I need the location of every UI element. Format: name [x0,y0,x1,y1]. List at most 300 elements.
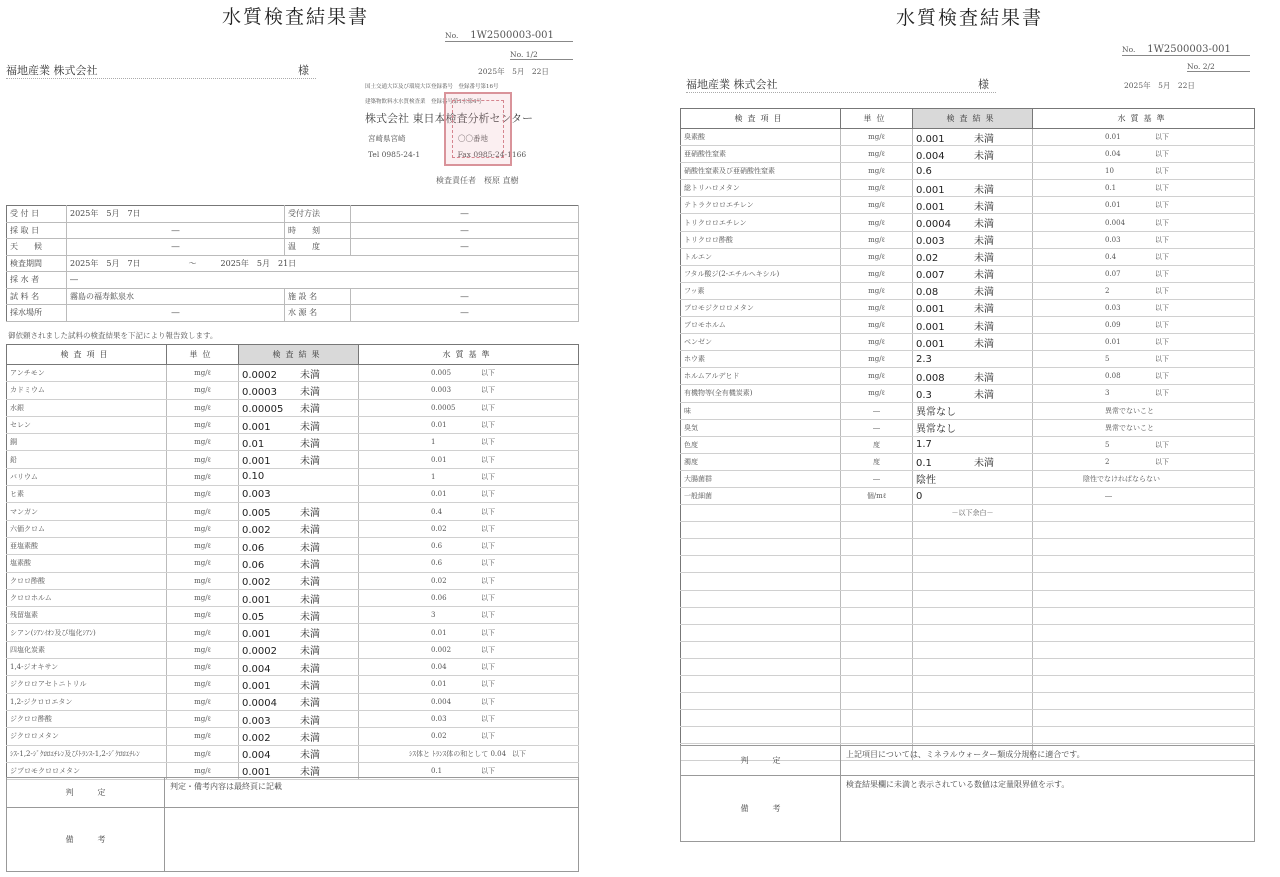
table-row [7,382,579,399]
standard-value: 0.07 [1105,269,1121,278]
result-value: 0.001 [916,321,945,333]
standard-compare: 以下 [481,490,495,499]
table-row [681,129,1255,146]
row-result [239,659,359,676]
row-result [913,487,1033,504]
table-row [7,451,579,468]
table-row [7,589,579,606]
info-row [7,305,579,322]
table-row [681,282,1255,299]
row-result [239,607,359,624]
result-value: 0.008 [916,372,945,384]
result-value: 0.002 [242,525,271,537]
row-unit: mg/ℓ [167,762,239,779]
row-result [913,214,1033,231]
page1-lab-tel: Tel 0985-24-1 Fax 0985-24-1166 [368,150,527,159]
standard-value: 2 [1105,286,1110,295]
info-label: 受付方法 [285,206,351,223]
info-value: ― [351,288,579,305]
standard-value: 0.03 [1105,235,1121,244]
result-flag: 未満 [300,577,320,589]
standard-value: 1 [431,472,436,481]
result-flag: 未満 [300,646,320,658]
row-unit: mg/ℓ [167,451,239,468]
standard-value: 0.01 [431,421,447,430]
row-standard [1033,470,1255,487]
row-standard [359,624,579,641]
result-flag: 未満 [974,184,994,196]
row-standard [359,607,579,624]
row-unit: mg/ℓ [841,299,913,316]
result-flag: 未満 [300,750,320,762]
table-row [681,248,1255,265]
result-flag: 未満 [300,404,320,416]
standard-compare: 以下 [481,524,495,533]
row-item: 亜塩素酸 [7,537,167,554]
row-result [913,146,1033,163]
standard-compare: 以下 [1155,372,1169,381]
row-item: マンガン [7,503,167,520]
row-unit: mg/ℓ [167,382,239,399]
info-value: ― [67,239,285,256]
row-unit: mg/ℓ [167,641,239,658]
row-result [239,486,359,503]
info-value: 2025年 5月 7日 [67,206,285,223]
row-unit: mg/ℓ [841,163,913,180]
info-label: 試 料 名 [7,288,67,305]
standard-compare: 以下 [481,542,495,551]
row-unit: mg/ℓ [841,368,913,385]
page1-lab-address: 宮崎県宮崎 〇〇番地 [368,134,488,143]
page2-report-no-label: No. [1122,45,1136,54]
result-flag: 未満 [300,698,320,710]
blank-row [681,573,1255,590]
table-row [7,710,579,727]
row-result [913,436,1033,453]
page1-client-name: 福地産業 株式会社 [6,64,98,77]
row-result [913,368,1033,385]
row-standard [1033,197,1255,214]
row-unit: ― [841,419,913,436]
row-result [239,365,359,382]
table-row [7,728,579,745]
info-value: 霧島の福寿鉱泉水 [67,288,285,305]
result-value: 0.001 [916,304,945,316]
page2-header-std: 水質基準 [1033,109,1255,129]
standard-compare: 以下 [481,611,495,620]
standard-compare: 以下 [1155,440,1169,449]
page1-page-no: No. 1/2 [510,50,573,60]
standard-value: 3 [431,611,436,620]
result-value: 0.0002 [242,369,277,381]
row-standard [1033,129,1255,146]
row-item: 総トリハロメタン [681,180,841,197]
page2-title: 水質検査結果書 [896,7,1044,29]
info-label: 受 付 日 [7,206,67,223]
info-value: ― [351,239,579,256]
row-standard [1033,163,1255,180]
blank-row [681,710,1255,727]
page1-inspector: 検査責任者 桜原 直樹 [436,176,519,185]
row-standard [1033,214,1255,231]
row-standard [1033,487,1255,504]
standard-value: 異常でないこと [1105,406,1154,415]
row-result [239,434,359,451]
result-value: 0.10 [242,471,265,483]
row-result [239,728,359,745]
blank-row [681,539,1255,556]
row-standard [359,641,579,658]
standard-value: 10 [1105,167,1114,176]
row-result [239,416,359,433]
row-unit: 度 [841,436,913,453]
result-value: 0.001 [916,338,945,350]
standard-compare: 以下 [481,628,495,637]
row-result [913,265,1033,282]
standard-compare: 以下 [481,369,495,378]
row-item: 臭気 [681,419,841,436]
result-flag: 未満 [300,559,320,571]
row-standard [1033,265,1255,282]
row-unit: mg/ℓ [841,231,913,248]
row-result [239,693,359,710]
result-flag: 未満 [300,369,320,381]
result-value: 0.001 [242,594,271,606]
end-mark: －以下余白－ [913,505,1033,522]
row-standard [1033,368,1255,385]
row-unit: mg/ℓ [167,572,239,589]
standard-value: 2 [1105,457,1110,466]
table-row [681,180,1255,197]
info-label: 水 源 名 [285,305,351,322]
page2-header-result: 検査結果 [913,109,1033,129]
row-standard [359,434,579,451]
standard-value: 0.1 [1105,184,1117,193]
row-result [913,334,1033,351]
standard-compare: 以下 [481,645,495,654]
result-flag: 未満 [974,321,994,333]
result-flag: 未満 [300,715,320,727]
row-item: シアン(ｼｱﾝｲｵﾝ及び塩化ｼｱﾝ) [7,624,167,641]
row-result [913,453,1033,470]
standard-value: 0.01 [431,680,447,689]
row-standard [1033,248,1255,265]
result-flag: 未満 [974,304,994,316]
row-item: 1,4-ジオキサン [7,659,167,676]
row-standard [1033,317,1255,334]
row-result [913,197,1033,214]
result-flag: 未満 [974,338,994,350]
table-row [7,572,579,589]
row-standard [359,486,579,503]
result-flag: 未満 [974,372,994,384]
result-flag: 未満 [300,421,320,433]
page1-header-unit: 単位 [167,345,239,365]
row-unit: ― [841,402,913,419]
standard-value: 0.03 [431,715,447,724]
standard-compare: 以下 [1155,389,1169,398]
report-page-2 [662,0,1280,877]
info-row [7,288,579,305]
row-item: ジクロロ酢酸 [7,710,167,727]
result-value: 0.001 [916,184,945,196]
page2-remarks-text: 検査結果欄に未満と表示されている数値は定量限界値を示す。 [841,776,1255,842]
row-unit: mg/ℓ [841,197,913,214]
row-standard [1033,402,1255,419]
standard-compare: 以下 [481,559,495,568]
row-standard [359,693,579,710]
row-result [239,468,359,485]
result-value: 0.00005 [242,404,284,416]
result-value: 0.003 [916,236,945,248]
page1-lab-name: 株式会社 東日本検査分析センター [365,112,534,125]
row-standard [359,589,579,606]
result-flag: 未満 [300,611,320,623]
page2-report-no-value: 1W2500003-001 [1147,44,1231,55]
result-value: 0.001 [242,421,271,433]
row-item: 一般細菌 [681,487,841,504]
row-item: 色度 [681,436,841,453]
row-unit: mg/ℓ [167,624,239,641]
standard-value: 0.005 [431,369,452,378]
standard-compare: 以下 [1155,133,1169,142]
row-item: 六価クロム [7,520,167,537]
standard-compare: 以下 [1155,201,1169,210]
row-result [239,520,359,537]
row-standard [1033,334,1255,351]
table-row [681,265,1255,282]
table-row [681,351,1255,368]
row-unit: mg/ℓ [841,129,913,146]
result-value: 0.06 [242,559,265,571]
row-standard [1033,299,1255,316]
standard-compare: 以下 [481,421,495,430]
standard-compare: 以下 [481,697,495,706]
page2-issue-date: 2025年 5月 22日 [1124,81,1195,90]
result-flag: 未満 [300,542,320,554]
standard-compare: 以下 [481,663,495,672]
table-row [7,641,579,658]
page1-results-table [6,344,579,780]
page2-remarks-label: 備 考 [681,776,841,842]
standard-compare: 以下 [1155,338,1169,347]
standard-compare: 以下 [481,472,495,481]
result-flag: 未満 [974,150,994,162]
info-label: 施 設 名 [285,288,351,305]
standard-value: 0.002 [431,645,452,654]
row-result [913,248,1033,265]
standard-value: 0.02 [431,732,447,741]
blank-row [681,693,1255,710]
row-unit: mg/ℓ [167,555,239,572]
standard-value: 0.01 [431,628,447,637]
row-item: 残留塩素 [7,607,167,624]
info-label: 検査期間 [7,255,67,272]
result-value: 0.001 [242,767,271,779]
blank-row [681,522,1255,539]
page1-client [6,62,316,79]
result-flag: 未満 [974,133,994,145]
page1-intro: 御依頼されました試料の検査結果を下記により報告致します。 [8,331,218,340]
row-result [239,641,359,658]
table-row [7,399,579,416]
row-result [913,180,1033,197]
end-mark-row [681,505,1255,522]
page2-results-table [680,108,1255,761]
page2-header-item: 検査項目 [681,109,841,129]
standard-compare: 以下 [1155,218,1169,227]
page1-info-table [6,205,579,322]
result-value: 0.06 [242,542,265,554]
row-result [239,503,359,520]
row-unit: mg/ℓ [841,334,913,351]
standard-compare: 以下 [1155,269,1169,278]
row-item: 味 [681,402,841,419]
standard-compare: 以下 [481,507,495,516]
standard-compare: 以下 [481,455,495,464]
row-result [913,385,1033,402]
row-result [239,624,359,641]
result-value: 0.001 [242,456,271,468]
standard-value: 0.01 [431,490,447,499]
row-unit: mg/ℓ [167,589,239,606]
table-row [7,693,579,710]
row-item: カドミウム [7,382,167,399]
page1-header-item: 検査項目 [7,345,167,365]
page2-page-no: No. 2/2 [1187,62,1250,72]
row-result [239,745,359,762]
table-row [7,520,579,537]
result-flag: 未満 [300,508,320,520]
blank-row [681,727,1255,744]
standard-value: 0.06 [431,594,447,602]
page1-report-no-value: 1W2500003-001 [470,30,554,41]
standard-compare: 以下 [481,680,495,689]
info-value: ― [351,305,579,322]
blank-row [681,590,1255,607]
row-standard [1033,231,1255,248]
row-result [239,676,359,693]
info-row [7,222,579,239]
result-value: 0.004 [242,750,271,762]
result-value: 1.7 [916,439,932,451]
row-unit: mg/ℓ [167,434,239,451]
standard-compare: 以下 [1155,321,1169,330]
table-row [7,503,579,520]
row-item: テトラクロロエチレン [681,197,841,214]
standard-compare: 以下 [481,403,495,412]
table-row [681,334,1255,351]
result-flag: 未満 [300,629,320,641]
row-unit: mg/ℓ [167,607,239,624]
row-result [913,129,1033,146]
result-flag: 未満 [974,253,994,265]
row-item: ジクロロメタン [7,728,167,745]
row-unit: mg/ℓ [841,248,913,265]
row-unit: mg/ℓ [167,710,239,727]
info-row [7,239,579,256]
page2-honorific: 様 [978,78,989,91]
row-result [913,282,1033,299]
table-row [681,487,1255,504]
standard-value: 0.6 [431,542,443,551]
result-value: 0.01 [242,438,265,450]
result-flag: 未満 [974,287,994,299]
table-row [681,368,1255,385]
row-unit: mg/ℓ [841,317,913,334]
row-standard [359,520,579,537]
table-row [681,453,1255,470]
result-value: 0.002 [242,732,271,744]
row-standard [1033,453,1255,470]
result-value: 0.005 [242,508,271,520]
standard-value: 5 [1105,355,1110,364]
result-value: 0.001 [242,680,271,692]
table-row [7,416,579,433]
standard-value: 0.004 [1105,218,1126,227]
result-flag: 未満 [974,201,994,213]
row-item: トリクロロ酢酸 [681,231,841,248]
row-result [239,589,359,606]
standard-compare: 以下 [1155,235,1169,244]
result-flag: 未満 [300,680,320,692]
table-row [681,299,1255,316]
standard-value: 0.6 [431,559,443,568]
standard-compare: 以下 [481,438,495,447]
row-unit: mg/ℓ [167,693,239,710]
standard-compare: 以下 [1155,286,1169,295]
result-value: 0.004 [242,663,271,675]
row-standard [359,745,579,762]
row-unit: mg/ℓ [167,365,239,382]
row-standard [359,572,579,589]
row-item: バリウム [7,468,167,485]
row-result [913,163,1033,180]
row-item: ベンゼン [681,334,841,351]
info-row [7,272,579,289]
row-standard [359,728,579,745]
result-value: 0.0004 [242,698,277,710]
row-item: 有機物等(全有機炭素) [681,385,841,402]
row-item: トルエン [681,248,841,265]
table-row [7,434,579,451]
result-value: 0.001 [242,629,271,641]
result-value: 0.001 [916,201,945,213]
table-row [681,231,1255,248]
standard-compare: 以下 [481,576,495,585]
table-row [7,676,579,693]
standard-value: 0.003 [431,386,452,395]
row-unit: 個/mℓ [841,487,913,504]
row-standard [359,676,579,693]
info-label: 採 取 日 [7,222,67,239]
info-value: ― [351,206,579,223]
blank-row [681,658,1255,675]
row-unit: mg/ℓ [167,537,239,554]
row-unit: mg/ℓ [841,214,913,231]
row-item: ブロモジクロロメタン [681,299,841,316]
page2-client-name: 福地産業 株式会社 [686,78,778,91]
result-value: 0.0004 [916,219,951,231]
standard-value: 異常でないこと [1105,423,1154,432]
table-row [7,607,579,624]
info-value: ― [351,222,579,239]
table-row [681,214,1255,231]
standard-value: 0.01 [1105,201,1121,210]
standard-value: 0.04 [1105,150,1121,159]
row-unit: mg/ℓ [167,416,239,433]
row-result [239,555,359,572]
